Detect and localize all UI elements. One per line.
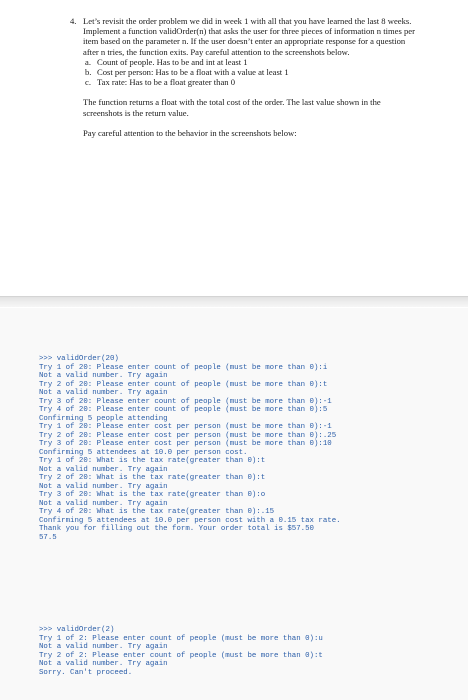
screenshot-note: Pay careful attention to the behavior in the screenshots below: — [83, 127, 297, 138]
terminal-line: Not a valid number. Try again — [39, 499, 168, 508]
terminal-line: >>> validOrder(20) — [39, 355, 119, 363]
section-divider — [0, 296, 468, 307]
terminal-screenshot-2 — [0, 602, 468, 700]
terminal-line: Try 3 of 20: Please enter cost per person (must be more than 0):10 — [39, 440, 332, 448]
assignment-document — [0, 0, 468, 296]
requirement-item — [83, 77, 420, 87]
terminal-line: Try 4 of 20: What is the tax rate(greater than 0):.15 — [39, 508, 275, 516]
terminal-screenshot-1 — [0, 308, 468, 602]
requirement-text: Cost per person: Has to be a float with a value at least 1 — [97, 67, 289, 78]
requirement-text: Count of people. Has to be and int at least 1 — [97, 56, 248, 67]
terminal-line: Try 3 of 20: What is the tax rate(greater than 0):o — [39, 491, 266, 499]
terminal-output — [39, 355, 341, 542]
terminal-line: Not a valid number. Try again — [39, 643, 168, 651]
terminal-line: Not a valid number. Try again — [39, 389, 168, 397]
terminal-line: Try 1 of 2: Please enter count of people (must be more than 0):u — [39, 634, 323, 643]
question-intro: Let’s revisit the order problem we did in week 1 with all that you have learned the last 8 weeks. Implement a function validOrder(n) that asks the user for three pieces of information n times per item based on the parameter n. If the user doesn’t enter an appropriate response for a question after n tries, the function exits. Pay careful attention to the screenshots below. — [83, 16, 415, 57]
terminal-line: Not a valid number. Try again — [39, 660, 168, 668]
terminal-line: Not a valid number. Try again — [39, 482, 168, 491]
terminal-line: >>> validOrder(2) — [39, 626, 115, 634]
terminal-line: Not a valid number. Try again — [39, 372, 168, 380]
terminal-line: Confirming 5 attendees at 10.0 per person cost. — [39, 448, 248, 457]
terminal-line: Confirming 5 attendees at 10.0 per person cost with a 0.15 tax rate. — [39, 516, 341, 525]
requirements-list — [83, 57, 420, 88]
terminal-line: Sorry. Can't proceed. — [39, 668, 133, 677]
terminal-line: Try 3 of 20: Please enter count of people (must be more than 0):-1 — [39, 397, 332, 406]
terminal-line: Confirming 5 people attending — [39, 414, 168, 423]
question-body — [83, 16, 420, 138]
terminal-line: Try 1 of 20: Please enter cost per person (must be more than 0):-1 — [39, 423, 332, 431]
terminal-output — [39, 626, 323, 677]
terminal-line: 57.5 — [39, 533, 57, 542]
terminal-line: Try 1 of 20: Please enter count of people (must be more than 0):i — [39, 363, 328, 372]
requirement-marker: a. — [85, 56, 91, 67]
requirement-item — [83, 57, 420, 67]
requirement-marker: c. — [85, 77, 91, 88]
requirement-text: Tax rate: Has to be a float greater than 0 — [97, 77, 236, 88]
requirement-item — [83, 67, 420, 77]
terminal-line: Try 2 of 20: What is the tax rate(greater than 0):t — [39, 474, 266, 482]
terminal-line: Not a valid number. Try again — [39, 465, 168, 474]
requirement-marker: b. — [85, 67, 92, 78]
question-number: 4. — [70, 16, 77, 26]
terminal-line: Thank you for filling out the form. Your order total is $57.50 — [39, 525, 314, 533]
terminal-line: Try 1 of 20: What is the tax rate(greater than 0):t — [39, 457, 266, 465]
return-note: The function returns a float with the total cost of the order. The last value shown in the screenshots is the return value. — [83, 97, 381, 118]
terminal-line: Try 2 of 20: Please enter count of people (must be more than 0):t — [39, 380, 328, 389]
terminal-line: Try 2 of 2: Please enter count of people (must be more than 0):t — [39, 651, 323, 660]
terminal-line: Try 4 of 20: Please enter count of people (must be more than 0):5 — [39, 406, 328, 414]
terminal-line: Try 2 of 20: Please enter cost per person (must be more than 0):.25 — [39, 431, 337, 440]
